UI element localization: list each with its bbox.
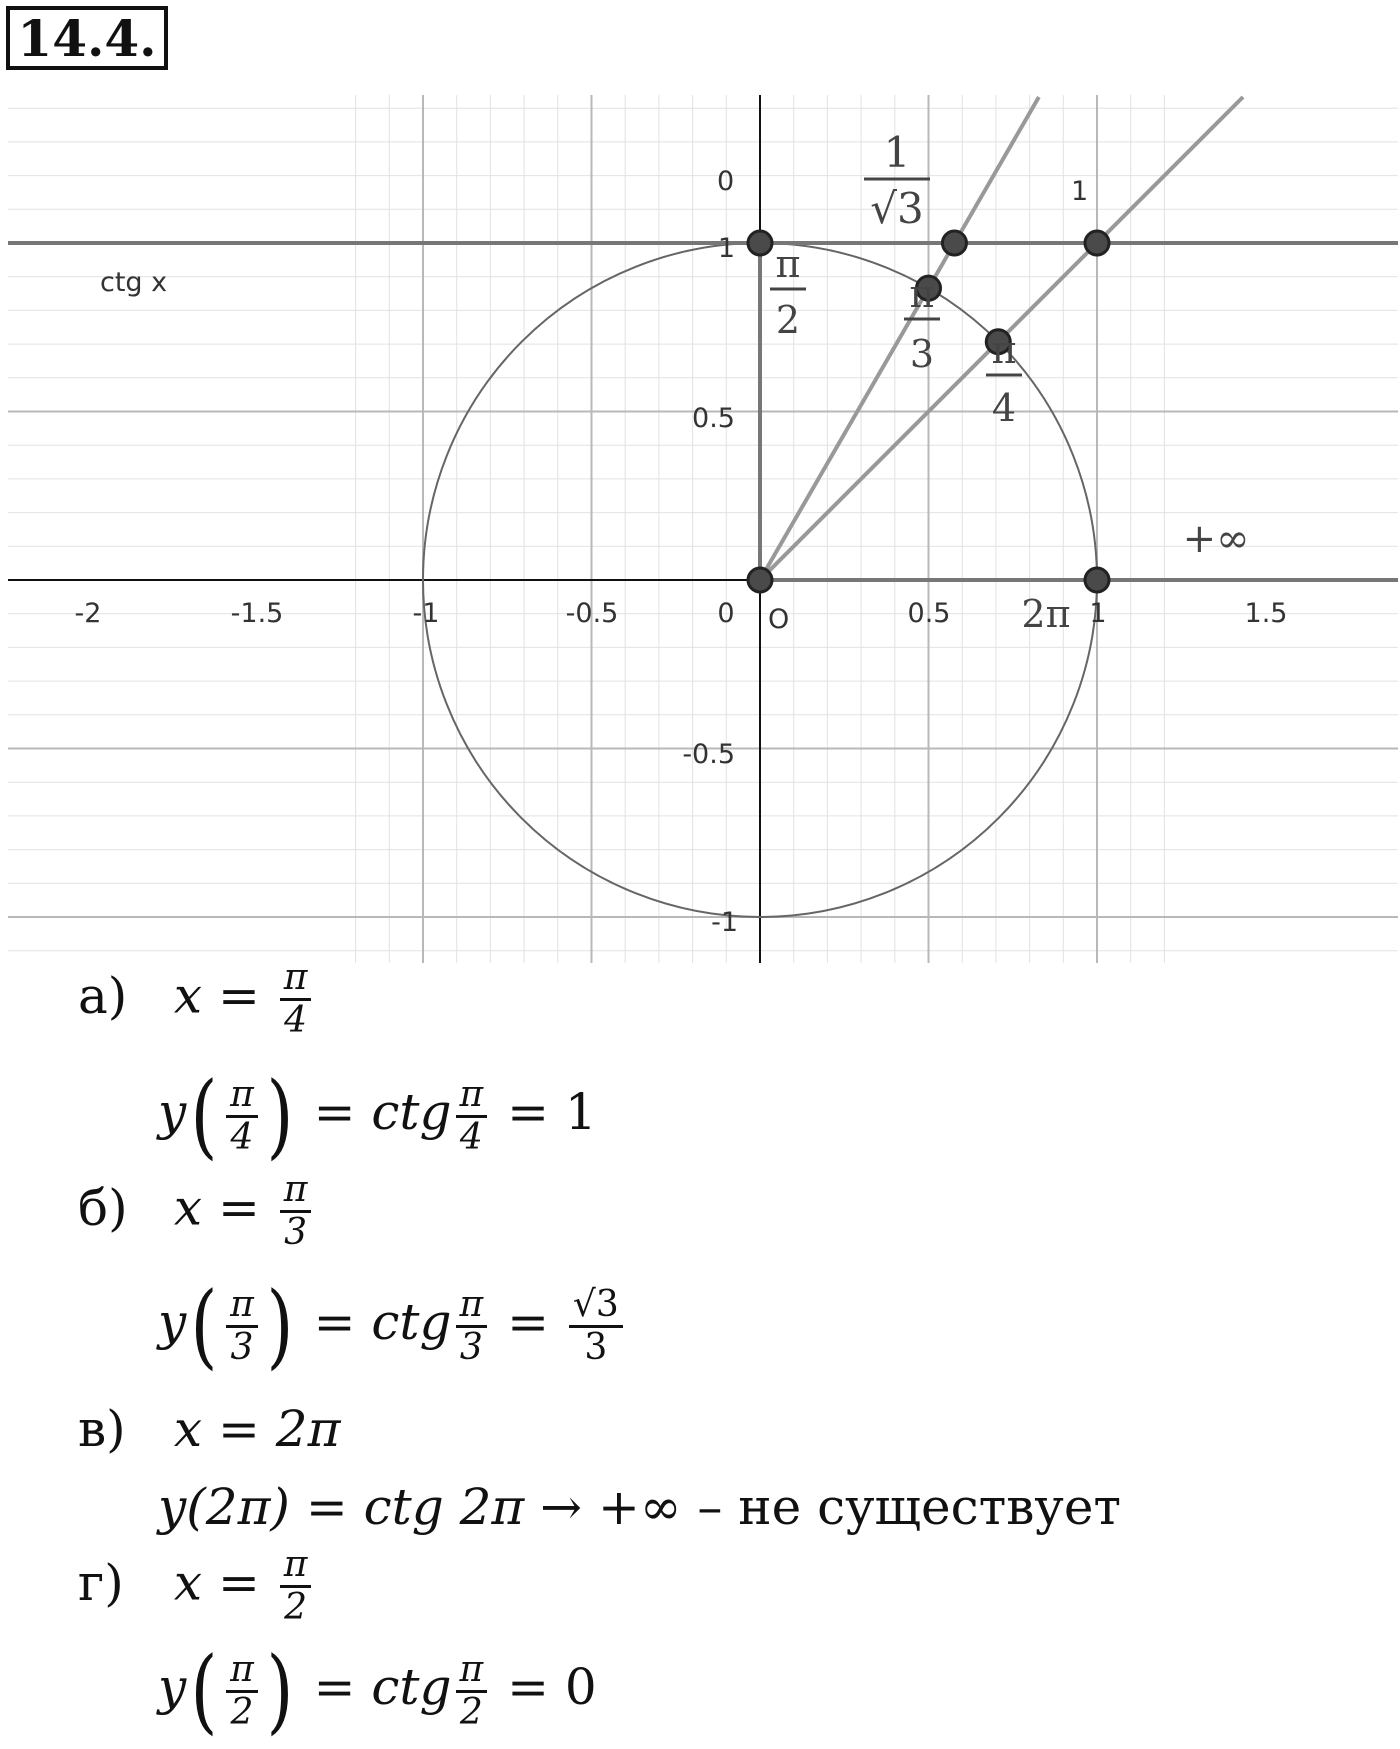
y-tick-labels [682, 233, 738, 938]
fraction-denominator: 2 [230, 1691, 254, 1733]
y-symbol: y [158, 1658, 187, 1716]
graph-point [748, 568, 772, 592]
fraction [456, 1075, 488, 1158]
fraction [226, 1650, 258, 1733]
label-pi-half-num: π [775, 242, 801, 286]
x-tick-label: -1.5 [230, 598, 284, 629]
solution-c-y-line [158, 1478, 1121, 1536]
equation-middle: = ctg [297, 1293, 452, 1351]
fraction-numerator: π [280, 958, 312, 1001]
fraction [280, 1170, 312, 1253]
open-paren: ( [190, 1062, 218, 1169]
solution-a-y-line [158, 1062, 597, 1169]
graph-point [942, 231, 966, 255]
y-symbol: y [158, 1293, 187, 1351]
top-zero-label: 0 [717, 166, 735, 197]
graph-point [748, 231, 772, 255]
fraction-denominator: 4 [284, 1000, 308, 1041]
fraction [456, 1285, 488, 1368]
label-pi-quarter [986, 328, 1022, 430]
y-tick-label: 1 [717, 233, 735, 264]
solution-c-y-text: y(2π) = ctg 2π → +∞ [158, 1478, 682, 1536]
close-paren: ) [266, 1062, 294, 1169]
fraction-numerator: π [456, 1650, 488, 1693]
label-pi-half [770, 242, 806, 342]
fraction-denominator: 3 [230, 1326, 254, 1368]
close-paren: ) [266, 1637, 294, 1744]
fraction-numerator: π [280, 1170, 312, 1213]
fraction-denominator: 3 [284, 1212, 308, 1253]
solution-c-x-text: x = 2π [173, 1400, 341, 1458]
equation-middle: = ctg [297, 1658, 452, 1716]
equation-result: = 0 [491, 1658, 597, 1716]
x-tick-label: -1 [412, 598, 440, 629]
solution-b-x-line [78, 1170, 315, 1253]
x-tick-label: 1.5 [1244, 598, 1288, 629]
solution-c-y-tail: – не существует [681, 1478, 1122, 1536]
fraction [226, 1285, 258, 1368]
y-tick-label: -0.5 [682, 739, 735, 770]
y-tick-label: -1 [711, 907, 738, 938]
fraction-denominator: 3 [459, 1326, 483, 1368]
x-tick-label: 0.5 [907, 598, 951, 629]
x-tick-label: 1 [1089, 598, 1107, 629]
fraction [280, 958, 312, 1041]
top-one-label: 1 [1071, 176, 1089, 207]
problem-number: 14.4. [6, 6, 168, 70]
fraction-denominator: 4 [459, 1116, 483, 1158]
label-pi-half-den: 2 [775, 298, 801, 342]
fraction-numerator: π [456, 1075, 488, 1118]
fraction-numerator: π [226, 1650, 258, 1693]
label-pi-third-num: π [909, 272, 935, 316]
solution-c-prefix: в) [78, 1400, 126, 1458]
fraction-denominator: 4 [230, 1116, 254, 1158]
label-one-over-sqrt3-num: 1 [883, 128, 911, 177]
label-pi-third-den: 3 [909, 332, 935, 376]
function-label: ctg x [100, 267, 168, 298]
fraction [456, 1650, 488, 1733]
solution-d-x-line [78, 1545, 315, 1628]
solution-a-prefix: а) [78, 966, 128, 1025]
fraction-denominator: 3 [584, 1326, 608, 1368]
fraction-numerator: π [226, 1285, 258, 1328]
graph-point [1085, 231, 1109, 255]
fraction-denominator: 2 [459, 1691, 483, 1733]
solution-b-prefix: б) [78, 1178, 128, 1237]
label-one-over-sqrt3 [864, 128, 930, 233]
fraction [226, 1075, 258, 1158]
origin-label: O [768, 604, 790, 635]
equation-result: = 1 [491, 1083, 597, 1141]
graph-point [1085, 568, 1109, 592]
label-one-over-sqrt3-den: √3 [870, 184, 924, 233]
fraction-numerator: π [226, 1075, 258, 1118]
solution-d-y-line [158, 1637, 597, 1744]
open-paren: ( [190, 1637, 218, 1744]
equals-sign: = [491, 1293, 565, 1351]
solution-c-x-line [78, 1400, 340, 1458]
solution-a-x-lhs: x = [173, 966, 276, 1025]
fraction-numerator: π [280, 1545, 312, 1588]
x-tick-label: 0 [717, 598, 735, 629]
solution-d-x-lhs: x = [173, 1553, 276, 1612]
y-tick-label: 0.5 [692, 403, 735, 434]
solution-a-x-line [78, 958, 315, 1041]
fraction-numerator: √3 [569, 1285, 623, 1328]
fraction-numerator: π [456, 1285, 488, 1328]
fraction [569, 1285, 623, 1368]
fraction-denominator: 2 [284, 1587, 308, 1628]
label-two-pi: 2π [1021, 592, 1071, 636]
x-tick-label: -0.5 [565, 598, 619, 629]
fraction [280, 1545, 312, 1628]
solution-b-y-line [158, 1272, 627, 1379]
solution-b-x-lhs: x = [173, 1178, 276, 1237]
label-pi-quarter-den: 4 [991, 386, 1017, 430]
open-paren: ( [190, 1272, 218, 1379]
y-symbol: y [158, 1083, 187, 1141]
label-pi-quarter-num: π [991, 328, 1017, 372]
x-tick-label: -2 [74, 598, 102, 629]
construction-lines [8, 97, 1398, 917]
label-plus-infinity: +∞ [1182, 516, 1250, 562]
equation-middle: = ctg [297, 1083, 452, 1141]
close-paren: ) [266, 1272, 294, 1379]
unit-circle-graph [0, 95, 1400, 965]
solution-d-prefix: г) [78, 1553, 124, 1612]
